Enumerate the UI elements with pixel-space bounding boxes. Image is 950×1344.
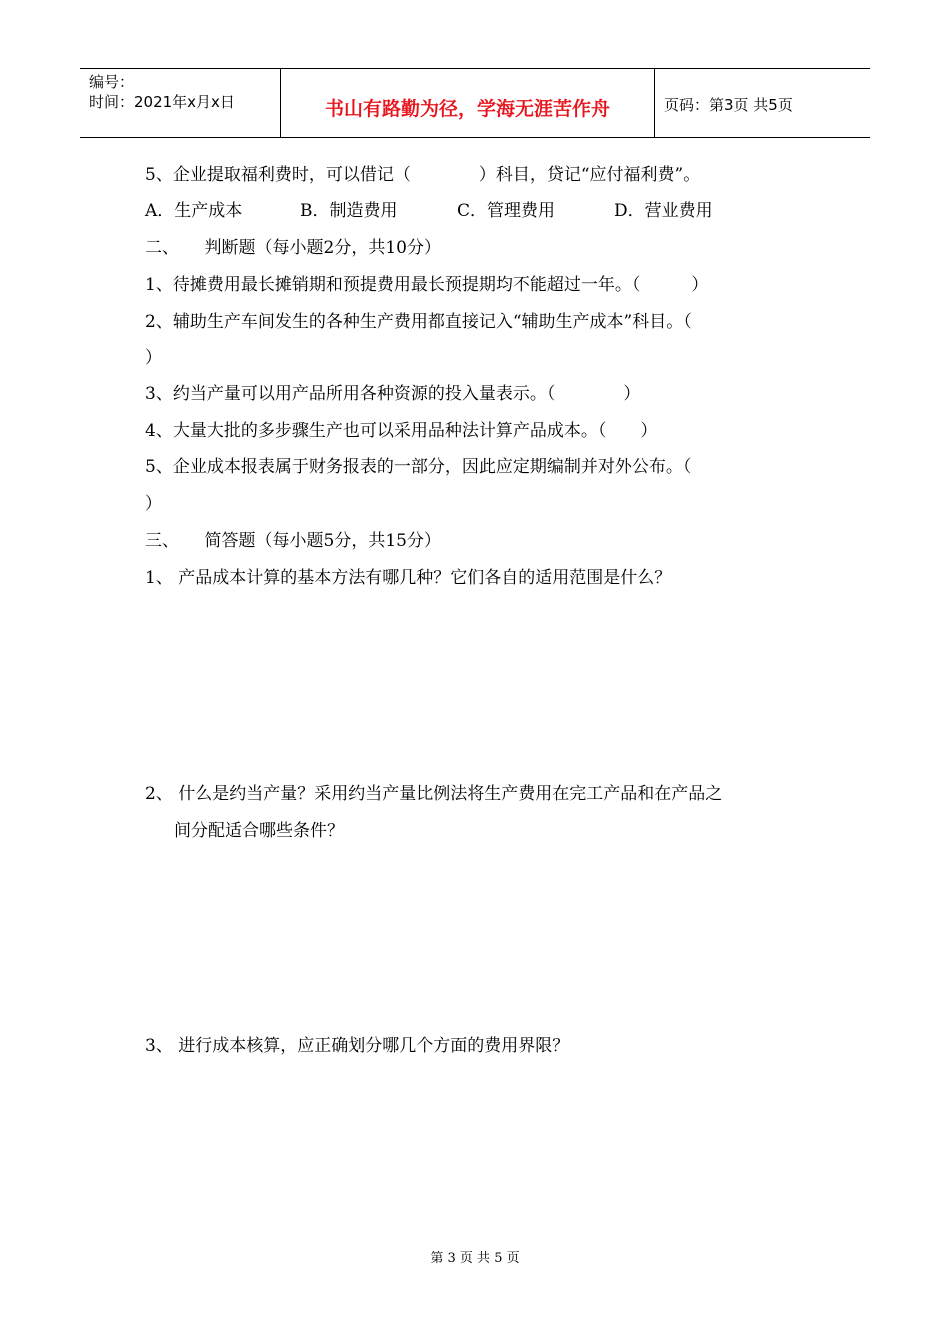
short-answer-q2: 2、 什么是约当产量？采用约当产量比例法将生产费用在完工产品和在产品之	[145, 784, 723, 804]
judgement-item-2-cont: ）	[145, 348, 162, 368]
judgement-item-5-cont: ）	[145, 494, 162, 514]
judgement-item-2: 2、辅助生产车间发生的各种生产费用都直接记入“辅助生产成本”科目。（	[145, 312, 692, 332]
header-motto-cell	[281, 69, 655, 137]
short-answer-q2-cont: 间分配适合哪些条件？	[174, 821, 344, 841]
short-answer-q1: 1、 产品成本计算的基本方法有哪几种？它们各自的适用范围是什么？	[145, 568, 672, 588]
short-answer-q3: 3、 进行成本核算，应正确划分哪几个方面的费用界限？	[145, 1036, 570, 1056]
option-b: B．制造费用	[300, 201, 398, 221]
option-c: C．管理费用	[457, 201, 556, 221]
judgement-item-5: 5、企业成本报表属于财务报表的一部分，因此应定期编制并对外公布。（	[145, 457, 692, 477]
document-number-label: 编号：	[89, 73, 135, 91]
judgement-item-4: 4、大量大批的多步骤生产也可以采用品种法计算产品成本。（ ）	[145, 421, 658, 441]
judgement-item-1: 1、待摊费用最长摊销期和预提费用最长预提期均不能超过一年。（ ）	[145, 275, 709, 295]
header-page-info: 页码：第3页 共5页	[664, 96, 793, 114]
document-date: 时间：2021年x月x日	[89, 93, 235, 111]
header-info-cell	[80, 69, 281, 137]
header-page-cell	[655, 69, 870, 137]
question-choice-5: 5、企业提取福利费时，可以借记（ ）科目，贷记“应付福利费”。	[145, 165, 701, 185]
section-title-short-answer: 三、 简答题（每小题5分，共15分）	[145, 531, 441, 551]
judgement-item-3: 3、约当产量可以用产品所用各种资源的投入量表示。（ ）	[145, 384, 641, 404]
header-motto: 书山有路勤为径，学海无涯苦作舟	[324, 98, 610, 120]
option-a: A．生产成本	[145, 201, 243, 221]
section-title-judgement: 二、 判断题（每小题2分，共10分）	[145, 238, 441, 258]
page-footer: 第 3 页 共 5 页	[430, 1251, 520, 1266]
page-header	[80, 68, 870, 138]
option-d: D．营业费用	[614, 201, 713, 221]
